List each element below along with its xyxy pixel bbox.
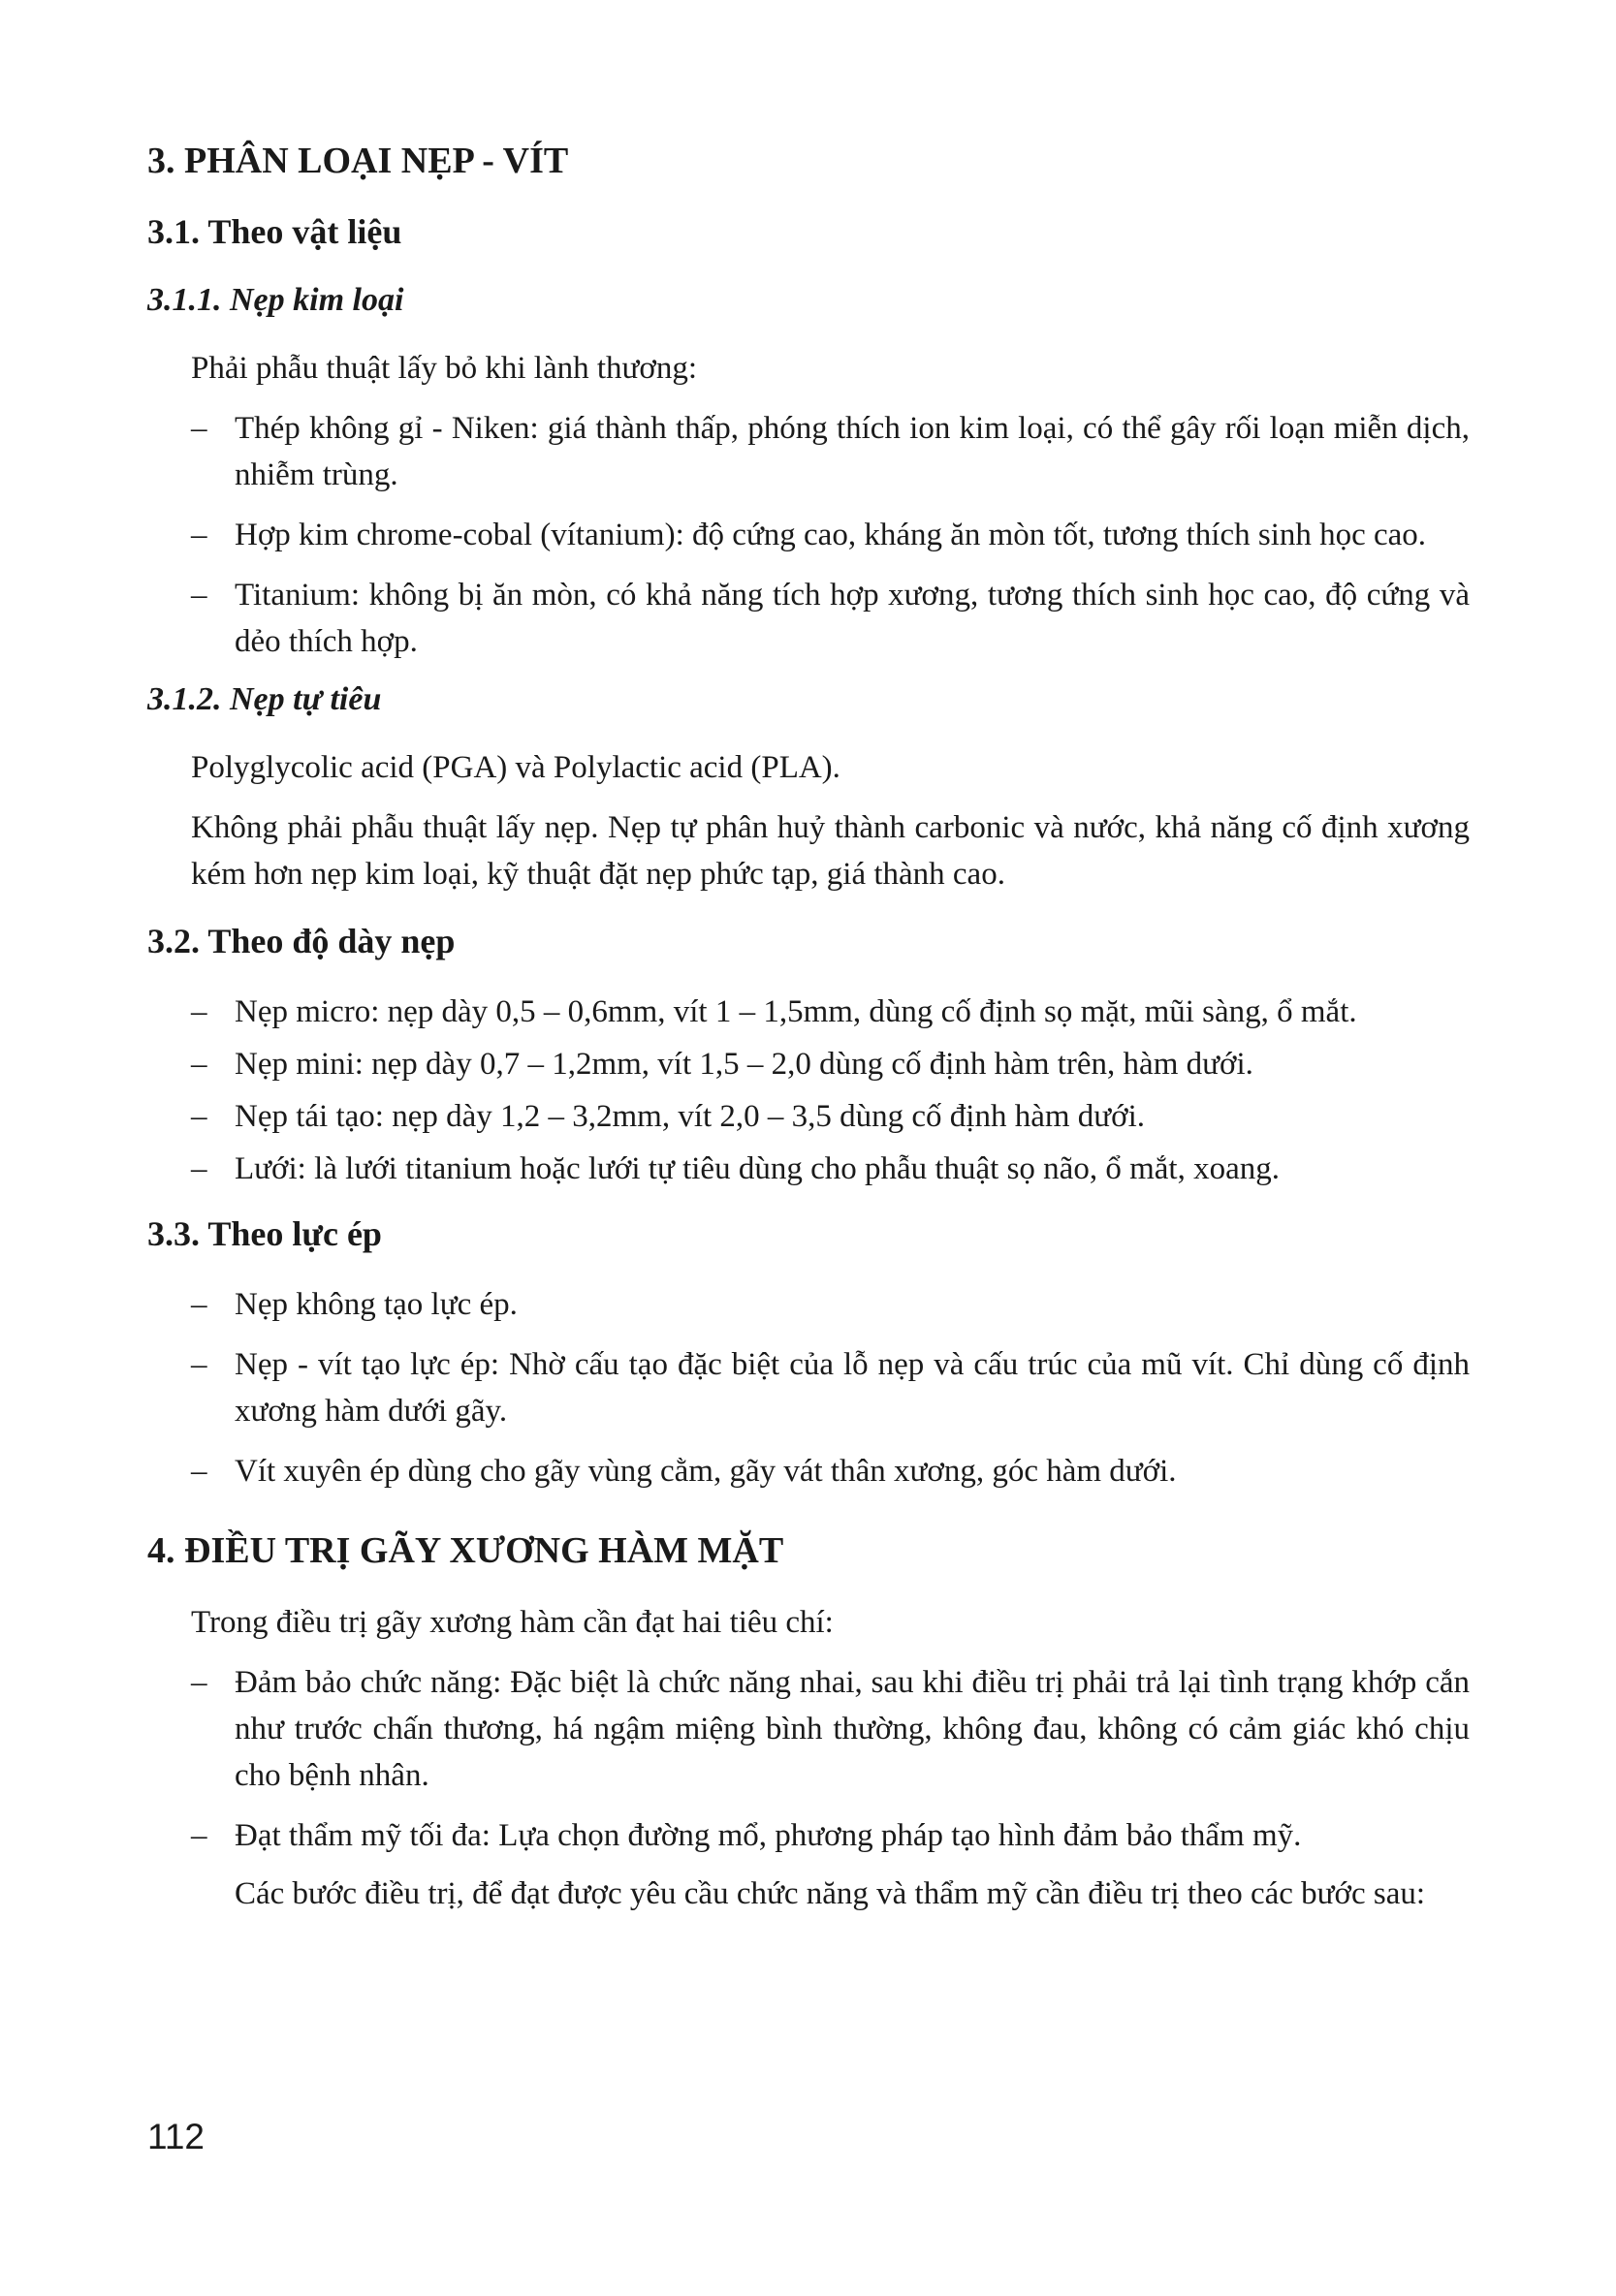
section-3-3-heading: 3.3. Theo lực ép: [147, 1214, 382, 1253]
document-page: [147, 116, 1470, 1931]
section-4-intro: Trong điều trị gãy xương hàm cần đạt hai tiêu chí:: [191, 1605, 834, 1640]
section-4-heading: 4. ĐIỀU TRỊ GÃY XƯƠNG HÀM MẶT: [147, 1530, 784, 1571]
list-item: [147, 1281, 1470, 1328]
section-3-heading: 3. PHÂN LOẠI NẸP - VÍT: [147, 141, 569, 181]
list-item: [147, 405, 1470, 498]
list-item: [147, 1341, 1470, 1434]
section-3-1-2-heading: 3.1.2. Nẹp tự tiêu: [147, 681, 382, 717]
list-item: [147, 989, 1470, 1035]
list-item-text: Nẹp tái tạo: nẹp dày 1,2 – 3,2mm, vít 2,0 – 3,5 dùng cố định hàm dưới.: [235, 1099, 1146, 1134]
list-dash: –: [191, 411, 207, 446]
section-3-1-2-para-1: Polyglycolic acid (PGA) và Polylactic acid (PLA).: [191, 750, 840, 785]
list-item-text: Đạt thẩm mỹ tối đa: Lựa chọn đường mổ, phương pháp tạo hình đảm bảo thẩm mỹ.: [235, 1818, 1302, 1853]
list-dash: –: [191, 1287, 207, 1322]
section-3-2-heading: 3.2. Theo độ dày nẹp: [147, 922, 456, 960]
section-3-1-1-intro: Phải phẫu thuật lấy bỏ khi lành thương:: [191, 351, 698, 386]
compression-list: [147, 1281, 1470, 1494]
list-dash: –: [191, 1665, 207, 1700]
list-item-text: Hợp kim chrome-cobal (vítanium): độ cứng cao, kháng ăn mòn tốt, tương thích sinh học cao.: [235, 518, 1427, 552]
list-dash: –: [191, 1347, 207, 1382]
list-dash: –: [191, 1099, 207, 1134]
list-item: [147, 1093, 1470, 1140]
section-4-closing: Các bước điều trị, để đạt được yêu cầu chức năng và thẩm mỹ cần điều trị theo các bước sau:: [235, 1876, 1426, 1911]
list-item-text: Titanium: không bị ăn mòn, có khả năng tích hợp xương, tương thích sinh học cao, độ cứng và dẻo thích hợp.: [235, 578, 1470, 659]
list-item-text: Nẹp không tạo lực ép.: [235, 1287, 518, 1322]
list-dash: –: [191, 1454, 207, 1489]
list-dash: –: [191, 994, 207, 1029]
list-item-text: Đảm bảo chức năng: Đặc biệt là chức năng nhai, sau khi điều trị phải trả lại tình trạng khớp cắn như trước chấn thương, há ngậm miệng bình thường, không đau, không có cảm giác khó chịu cho bệnh nhân.: [235, 1665, 1470, 1793]
list-dash: –: [191, 578, 207, 613]
list-item-text: Vít xuyên ép dùng cho gãy vùng cằm, gãy vát thân xương, góc hàm dưới.: [235, 1454, 1177, 1489]
list-item: [147, 1812, 1470, 1859]
list-item: [147, 1448, 1470, 1494]
list-item-text: Nẹp - vít tạo lực ép: Nhờ cấu tạo đặc biệt của lỗ nẹp và cấu trúc của mũ vít. Chỉ dùng cố định xương hàm dưới gãy.: [235, 1347, 1470, 1429]
page-number: 112: [147, 2117, 205, 2156]
list-item: [147, 572, 1470, 665]
metal-plate-list: [147, 405, 1470, 665]
list-dash: –: [191, 1818, 207, 1853]
list-item-text: Thép không gỉ - Niken: giá thành thấp, phóng thích ion kim loại, có thể gây rối loạn miễn dịch, nhiễm trùng.: [235, 411, 1470, 492]
list-item: [147, 512, 1470, 558]
list-item-text: Nẹp mini: nẹp dày 0,7 – 1,2mm, vít 1,5 – 2,0 dùng cố định hàm trên, hàm dưới.: [235, 1047, 1253, 1082]
treatment-criteria-list: [147, 1659, 1470, 1859]
list-item: [147, 1146, 1470, 1192]
plate-thickness-list: [147, 989, 1470, 1192]
list-item-text: Nẹp micro: nẹp dày 0,5 – 0,6mm, vít 1 – 1,5mm, dùng cố định sọ mặt, mũi sàng, ổ mắt.: [235, 994, 1357, 1029]
section-3-1-heading: 3.1. Theo vật liệu: [147, 212, 402, 251]
section-3-1-2-para-2: Không phải phẫu thuật lấy nẹp. Nẹp tự phân huỷ thành carbonic và nước, khả năng cố định xương kém hơn nẹp kim loại, kỹ thuật đặt nẹp phức tạp, giá thành cao.: [191, 810, 1470, 892]
list-dash: –: [191, 1047, 207, 1082]
section-3-1-1-heading: 3.1.1. Nẹp kim loại: [147, 282, 404, 318]
list-item: [147, 1659, 1470, 1799]
list-item-text: Lưới: là lưới titanium hoặc lưới tự tiêu dùng cho phẫu thuật sọ não, ổ mắt, xoang.: [235, 1151, 1280, 1186]
list-dash: –: [191, 1151, 207, 1186]
list-dash: –: [191, 518, 207, 552]
list-item: [147, 1041, 1470, 1087]
